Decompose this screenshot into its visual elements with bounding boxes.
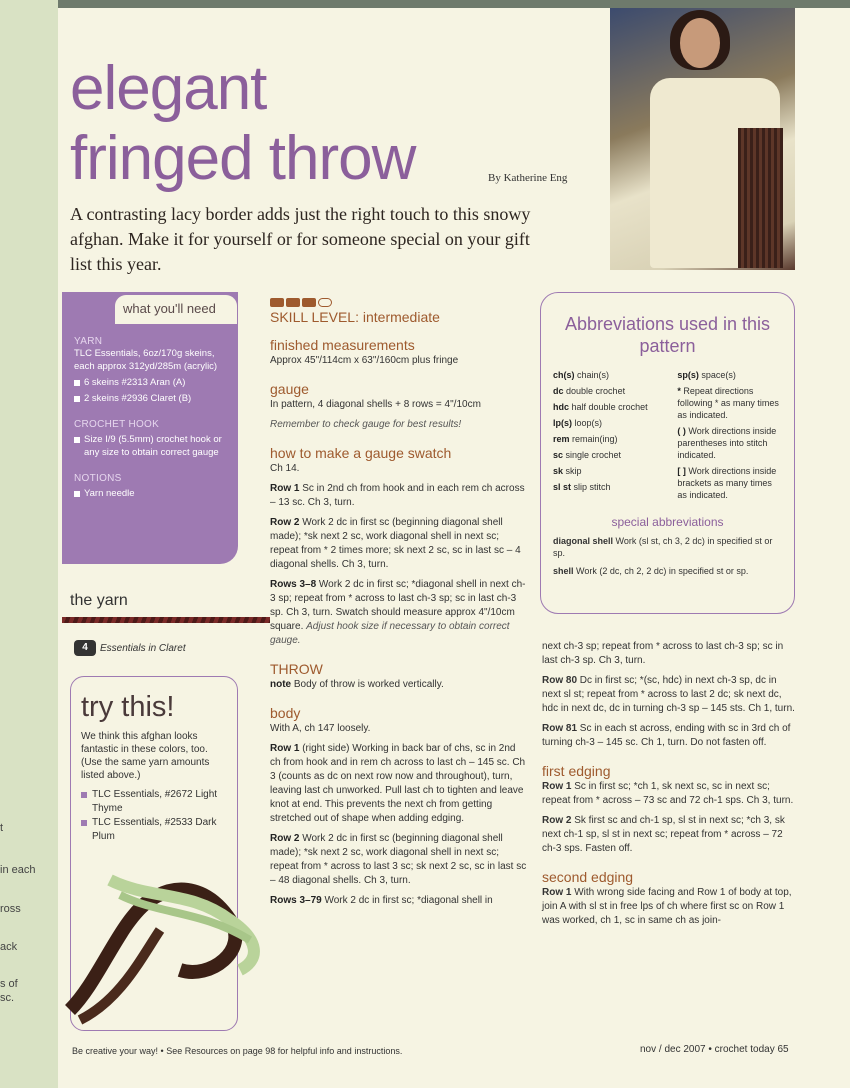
notions-section-title: NOTIONS (74, 473, 122, 484)
abbreviation-item: lp(s) loop(s) (553, 418, 603, 428)
abbreviations-col-1 (553, 369, 667, 505)
yarn-description: TLC Essentials, 6oz/170g skeins, each approx 312yd/285m (acrylic) (74, 348, 218, 372)
body-row-2: Row 2 Work 2 dc in first sc (beginning diagonal shell made); *sk next 2 sc, work diagonal shell in next sc; repeat from * across to last 3 sc; sk next 2 sc, sc in last sc – 48 diagonal shells. Ch 3, turn. (270, 833, 527, 886)
gauge-note: Remember to check gauge for best results! (270, 419, 462, 430)
gauge-text: In pattern, 4 diagonal shells + 8 rows = 4"/10cm (270, 399, 481, 410)
previous-page-strip (0, 0, 58, 1088)
swatch-heading: how to make a gauge swatch (270, 445, 452, 461)
swatch-rows-3-8: Rows 3–8 Work 2 dc in first sc; *diagonal shell in next ch-3 sp; repeat from * across to last ch-3 sp; sc in last ch-3 sp. Ch 3, turn. Swatch should measure approx 4"/10cm square. Adjust hook size if necessary to obtain correct gauge. (270, 579, 526, 646)
abbreviation-item: [ ] Work directions inside brackets as many times as indicated. (677, 466, 777, 500)
yarn-weight-row (74, 640, 186, 656)
list-item: Yarn needle (74, 487, 228, 500)
page-title-line2: fringed throw (70, 124, 416, 193)
try-this-intro: We think this afghan looks fantastic in these colors, too. (Use the same yarn amounts listed above.) (81, 731, 210, 781)
strip-fragment: s of (0, 978, 18, 990)
abbreviations-box (540, 292, 795, 614)
swatch-row-1: Row 1 Sc in 2nd ch from hook and in each rem ch across – 13 sc. Ch 3, turn. (270, 483, 525, 508)
yarn-label: Essentials in Claret (100, 642, 186, 654)
abbreviation-item: sp(s) space(s) (677, 370, 736, 380)
strip-fragment: t (0, 822, 4, 834)
list-item: TLC Essentials, #2533 Dark Plum (81, 816, 227, 844)
bullet-icon (74, 380, 80, 386)
abbreviations-col-2 (677, 369, 782, 505)
strip-fragment: ack (0, 941, 18, 953)
second-edging-row-1: Row 1 With wrong side facing and Row 1 of body at top, join A with sl st in free lps of ch where first sc on Row 1 was worked, ch 1, sc in same ch as join- (542, 887, 792, 926)
abbreviation-item: dc double crochet (553, 386, 626, 396)
body-heading: body (270, 705, 301, 721)
photo-face (680, 18, 720, 68)
footer-text: Be creative your way! • See Resources on page 98 for helpful info and instructions. (72, 1046, 403, 1056)
skill-level: SKILL LEVEL: intermediate (270, 309, 440, 325)
abbreviation-item: hdc half double crochet (553, 402, 648, 412)
strip-fragment: sc. (0, 992, 15, 1004)
body-row-1: Row 1 (right side) Working in back bar of chs, sc in 2nd ch from hook and in rem ch across to last ch – 145 sc. Ch 3 (counts as dc on next row now and throughout), turn, leaving last ch unworked. Pull last ch to tighten and leave knot at end. This prevents the next ch from getting stretched out of shape when adding edging. (270, 743, 526, 824)
list-item: Size I/9 (5.5mm) crochet hook or any size to obtain correct gauge (74, 433, 228, 459)
first-edging-row-1: Row 1 Sc in first sc; *ch 1, sk next sc, sc in next sc; repeat from * across – 73 sc and 72 ch-1 sps. Ch 3, turn. (542, 781, 794, 806)
list-item: 2 skeins #2936 Claret (B) (74, 392, 228, 405)
bullet-icon (74, 437, 80, 443)
body-chain: With A, ch 147 loosely. (270, 723, 371, 734)
deck-text: A contrasting lacy border adds just the right touch to this snowy afghan. Make it for yourself or for someone special on your gift list this year. (70, 204, 531, 274)
abbreviation-item: * Repeat directions following * as many times as indicated. (677, 386, 779, 420)
abbreviations-title: Abbreviations used in this pattern (564, 314, 771, 356)
throw-note: note Body of throw is worked vertically. (270, 679, 444, 690)
bullet-icon (74, 396, 80, 402)
try-this-title: try this! (81, 691, 175, 723)
special-abbreviation-item: diagonal shell Work (sl st, ch 3, 2 dc) in specified st or sp. (553, 536, 773, 558)
strip-fragment: ross (0, 903, 21, 915)
gauge-heading: gauge (270, 381, 309, 397)
abbreviations-columns (553, 369, 782, 505)
finished-text: Approx 45"/114cm x 63"/160cm plus fringe (270, 355, 459, 366)
abbreviation-item: rem remain(ing) (553, 434, 618, 444)
body-rows-3-79: Rows 3–79 Work 2 dc in first sc; *diagonal shell in (270, 895, 493, 906)
yarn-strand-image (62, 617, 270, 623)
try-this-list (81, 788, 227, 844)
list-item: 6 skeins #2313 Aran (A) (74, 376, 228, 389)
pattern-column (270, 292, 528, 908)
second-edging-heading: second edging (542, 869, 634, 885)
abbreviation-item: sl st slip stitch (553, 482, 611, 492)
row-80: Row 80 Dc in first sc; *(sc, hdc) in next ch-3 sp, dc in next sl st; repeat from * across to last 2 dc; sk next dc, hdc in next dc, dc in turning ch-3 sp – 145 sts. Ch 1, turn. (542, 675, 795, 714)
model-photo (610, 8, 795, 270)
bullet-icon (81, 792, 87, 798)
page-title-line1: elegant (70, 54, 267, 123)
yarn-header: the yarn (70, 592, 128, 609)
abbreviation-item: sk skip (553, 466, 582, 476)
materials-box (62, 292, 238, 564)
bullet-icon (74, 491, 80, 497)
special-abbreviations-heading: special abbreviations (611, 515, 724, 529)
list-item: TLC Essentials, #2672 Light Thyme (81, 788, 227, 816)
pattern-column-right (542, 640, 797, 928)
hook-section-title: CROCHET HOOK (74, 419, 160, 430)
materials-header: what you'll need (114, 294, 238, 324)
byline: By Katherine Eng (488, 172, 568, 184)
strip-fragment: in each (0, 864, 36, 876)
yarn-section-title: YARN (74, 336, 103, 347)
yarn-hank-image (60, 860, 270, 1035)
special-abbreviation-item: shell Work (2 dc, ch 2, 2 dc) in specified st or sp. (553, 566, 749, 576)
swatch-chain: Ch 14. (270, 463, 300, 474)
throw-heading: THROW (270, 661, 323, 677)
bullet-icon (81, 820, 87, 826)
abbreviation-item: ch(s) chain(s) (553, 370, 610, 380)
photo-fringe (738, 128, 783, 268)
swatch-row-2: Row 2 Work 2 dc in first sc (beginning diagonal shell made); *sk next 2 sc, work diagonal shell in next sc; repeat from * 2 times more; sk next 2 sc, sc in last sc – 4 diagonal shells. Ch 3, turn. (270, 517, 521, 570)
abbreviation-item: ( ) Work directions inside parentheses into stitch indicated. (677, 426, 777, 460)
folio: nov / dec 2007 • crochet today 65 (640, 1044, 789, 1055)
special-abbreviations-list (553, 535, 782, 577)
row-81: Row 81 Sc in each st across, ending with sc in 3rd ch of turning ch-3 – 145 sc. Ch 1, turn. Do not fasten off. (542, 723, 791, 748)
continued-text: next ch-3 sp; repeat from * across to last ch-3 sp; sc in last ch-3 sp. Ch 3, turn. (542, 641, 784, 666)
yarn-weight-icon: 4 (74, 640, 96, 656)
abbreviation-item: sc single crochet (553, 450, 622, 460)
finished-heading: finished measurements (270, 337, 415, 353)
first-edging-row-2: Row 2 Sk first sc and ch-1 sp, sl st in next sc; *ch 3, sk next ch-1 sp, sl st in next sc; repeat from * across – 72 ch-3 sps. Fasten off. (542, 815, 785, 854)
first-edging-heading: first edging (542, 763, 611, 779)
